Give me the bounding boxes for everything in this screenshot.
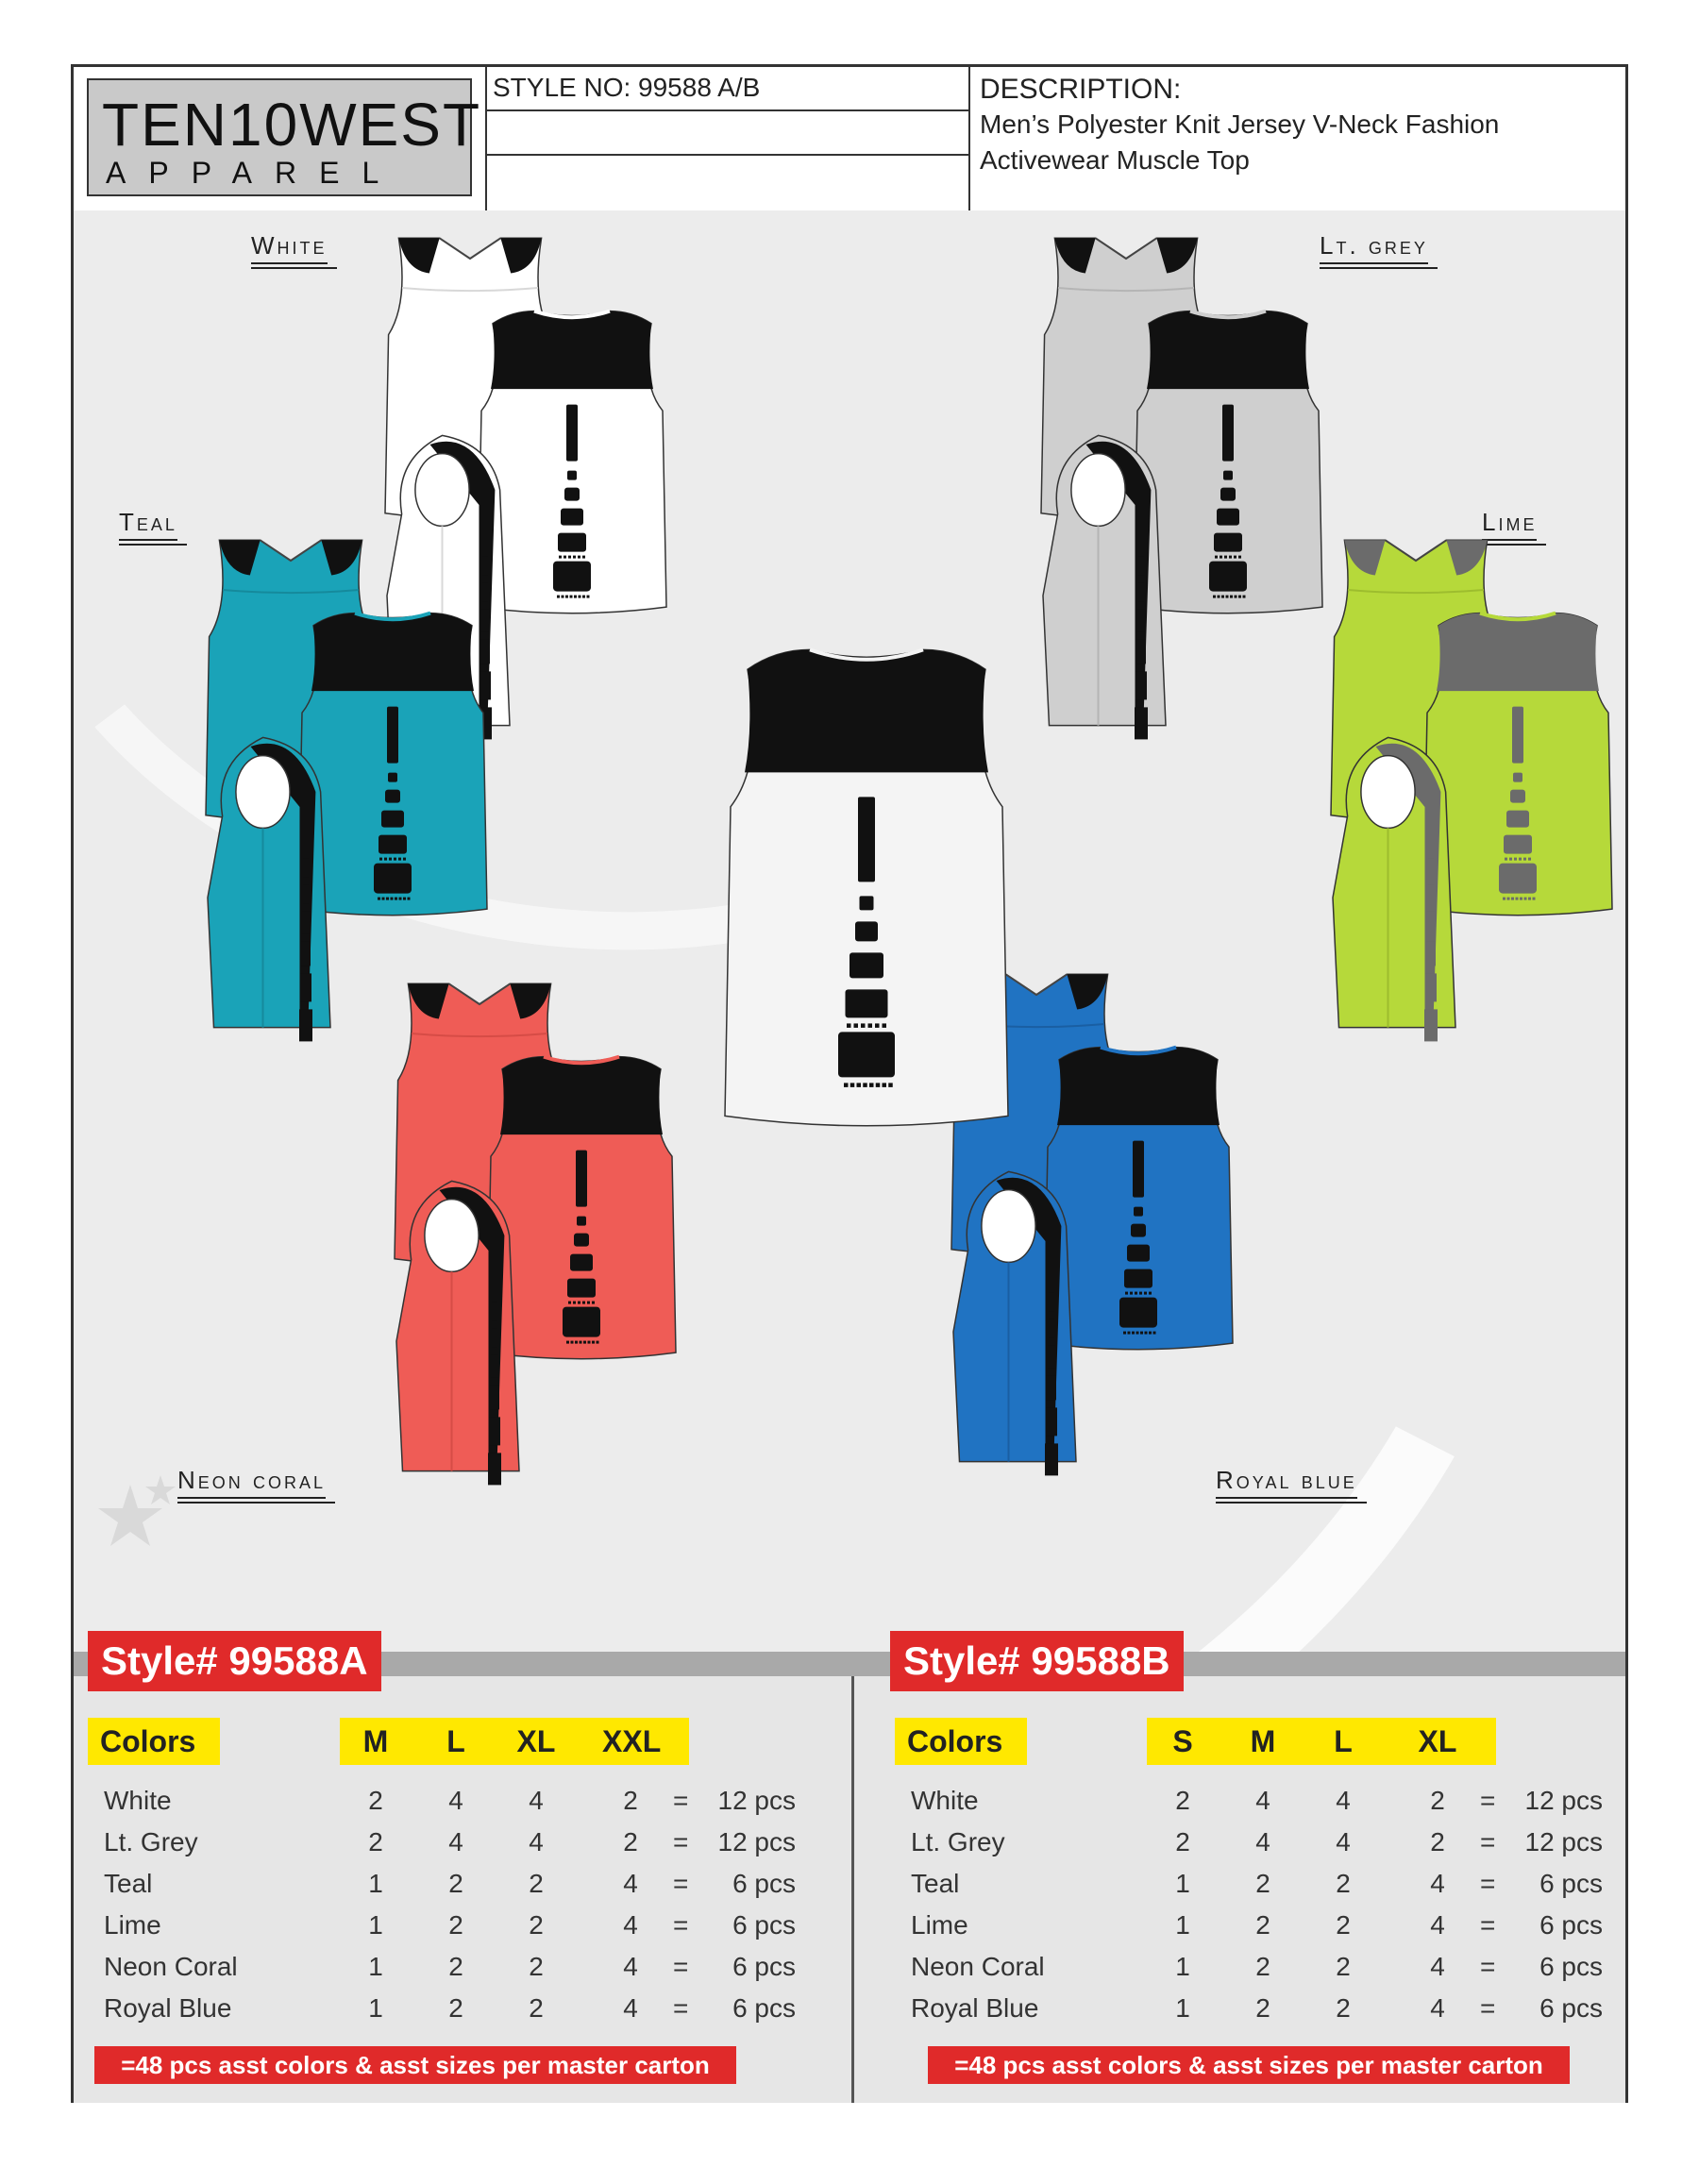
row-quantity: 4 <box>1430 1993 1445 2023</box>
row-quantity: 1 <box>368 1993 383 2023</box>
row-total: 6 pcs <box>732 1993 796 2023</box>
row-equals: = <box>1480 1869 1496 1898</box>
row-quantity: 4 <box>529 1827 544 1856</box>
row-quantity: 2 <box>1336 1910 1351 1940</box>
row-quantity: 1 <box>1175 1993 1190 2023</box>
style-row-empty <box>485 111 968 156</box>
row-color-name: Neon Coral <box>104 1952 238 1981</box>
label-white: White <box>251 231 328 264</box>
jersey-back <box>478 311 666 613</box>
row-quantity: 4 <box>1255 1786 1270 1815</box>
jersey-back <box>487 1057 676 1359</box>
row-quantity: 2 <box>1430 1827 1445 1856</box>
jersey-side <box>396 1181 519 1485</box>
row-quantity: 2 <box>1255 1993 1270 2023</box>
row-quantity: 4 <box>1430 1869 1445 1898</box>
row-quantity: 4 <box>623 1952 638 1981</box>
row-quantity: 4 <box>1255 1827 1270 1856</box>
row-color-name: Lime <box>911 1910 968 1940</box>
row-color-name: Lt. Grey <box>911 1827 1005 1856</box>
jersey-back <box>298 613 487 916</box>
row-equals: = <box>1480 1827 1496 1856</box>
row-quantity: 2 <box>529 1869 544 1898</box>
size-header: XXL <box>602 1724 662 1758</box>
label-lt-grey: Lt. grey <box>1320 231 1428 264</box>
size-header: M <box>1250 1724 1276 1758</box>
row-quantity: 2 <box>529 1952 544 1981</box>
row-quantity: 2 <box>448 1869 463 1898</box>
row-color-name: Teal <box>911 1869 960 1898</box>
row-quantity: 1 <box>1175 1910 1190 1940</box>
row-total: 6 pcs <box>732 1910 796 1940</box>
style-number-cell <box>485 67 970 210</box>
row-equals: = <box>673 1910 689 1940</box>
jersey-back <box>1423 613 1612 916</box>
row-equals: = <box>1480 1786 1496 1815</box>
label-royal-blue: Royal blue <box>1216 1466 1357 1499</box>
row-quantity: 2 <box>529 1993 544 2023</box>
row-quantity: 4 <box>1336 1786 1351 1815</box>
row-quantity: 2 <box>448 1910 463 1940</box>
row-color-name: White <box>911 1786 979 1815</box>
style-number: STYLE NO: 99588 A/B <box>485 67 968 111</box>
style-a-title: Style# 99588A <box>88 1631 381 1691</box>
label-neon-coral: Neon coral <box>177 1466 326 1499</box>
colors-header: Colors <box>100 1724 196 1758</box>
row-quantity: 4 <box>623 1869 638 1898</box>
row-total: 6 pcs <box>732 1952 796 1981</box>
row-equals: = <box>673 1786 689 1815</box>
row-equals: = <box>673 1952 689 1981</box>
row-quantity: 2 <box>1255 1952 1270 1981</box>
jersey-side <box>1043 435 1166 739</box>
style-a-footer: =48 pcs asst colors & asst sizes per master carton <box>94 2046 736 2084</box>
row-quantity: 2 <box>368 1827 383 1856</box>
row-color-name: Royal Blue <box>104 1993 232 2023</box>
row-quantity: 4 <box>529 1786 544 1815</box>
row-total: 6 pcs <box>1539 1993 1603 2023</box>
logo-wordmark: TEN10WEST <box>102 91 482 159</box>
artwork-area <box>74 210 1625 1652</box>
row-quantity: 1 <box>368 1869 383 1898</box>
jersey-back-center <box>725 649 1008 1125</box>
description-title: DESCRIPTION: <box>980 74 1182 105</box>
row-quantity: 2 <box>448 1952 463 1981</box>
row-quantity: 4 <box>1336 1827 1351 1856</box>
row-total: 12 pcs <box>1524 1786 1603 1815</box>
header <box>74 67 1625 213</box>
row-color-name: White <box>104 1786 172 1815</box>
row-total: 6 pcs <box>1539 1952 1603 1981</box>
row-total: 6 pcs <box>732 1869 796 1898</box>
jersey-side <box>953 1171 1076 1475</box>
row-equals: = <box>1480 1993 1496 2023</box>
jersey-group-neon-coral <box>262 975 659 1504</box>
row-quantity: 1 <box>1175 1952 1190 1981</box>
size-header: L <box>1334 1724 1353 1758</box>
row-total: 6 pcs <box>1539 1869 1603 1898</box>
logo-cell <box>74 67 487 210</box>
row-color-name: Lt. Grey <box>104 1827 198 1856</box>
row-quantity: 2 <box>368 1786 383 1815</box>
row-quantity: 1 <box>1175 1869 1190 1898</box>
row-quantity: 2 <box>448 1993 463 2023</box>
row-quantity: 2 <box>1336 1993 1351 2023</box>
jersey-back <box>1044 1048 1233 1350</box>
row-quantity: 2 <box>529 1910 544 1940</box>
row-color-name: Lime <box>104 1910 161 1940</box>
column-divider <box>851 1676 854 2103</box>
row-equals: = <box>673 1827 689 1856</box>
row-quantity: 2 <box>623 1786 638 1815</box>
row-color-name: Teal <box>104 1869 153 1898</box>
row-quantity: 4 <box>1430 1910 1445 1940</box>
row-equals: = <box>673 1869 689 1898</box>
description-cell <box>968 67 1625 210</box>
row-color-name: Neon Coral <box>911 1952 1045 1981</box>
row-quantity: 2 <box>623 1827 638 1856</box>
style-b-footer: =48 pcs asst colors & asst sizes per master carton <box>928 2046 1570 2084</box>
row-quantity: 4 <box>448 1827 463 1856</box>
jersey-center-back <box>725 640 1008 1131</box>
row-quantity: 1 <box>368 1952 383 1981</box>
label-lime: Lime <box>1482 508 1537 541</box>
row-quantity: 2 <box>1336 1869 1351 1898</box>
jersey-side <box>1333 737 1455 1041</box>
row-equals: = <box>1480 1952 1496 1981</box>
row-color-name: Royal Blue <box>911 1993 1039 2023</box>
order-section <box>74 1638 1625 2103</box>
row-quantity: 2 <box>1255 1869 1270 1898</box>
row-quantity: 2 <box>1175 1786 1190 1815</box>
row-quantity: 4 <box>623 1993 638 2023</box>
jersey-group-lime <box>1199 531 1595 1060</box>
spec-sheet <box>71 64 1628 2103</box>
label-teal: Teal <box>119 508 177 541</box>
size-header: S <box>1172 1724 1193 1758</box>
row-quantity: 2 <box>1430 1786 1445 1815</box>
row-quantity: 1 <box>368 1910 383 1940</box>
row-quantity: 4 <box>448 1786 463 1815</box>
logo-subtitle: APPAREL <box>106 156 402 190</box>
row-quantity: 4 <box>1430 1952 1445 1981</box>
style-row-empty <box>485 156 968 200</box>
row-equals: = <box>1480 1910 1496 1940</box>
row-total: 12 pcs <box>717 1827 796 1856</box>
brand-logo <box>87 78 482 196</box>
row-total: 12 pcs <box>1524 1827 1603 1856</box>
size-header: L <box>446 1724 465 1758</box>
size-header: XL <box>1418 1724 1457 1758</box>
size-header: XL <box>516 1724 556 1758</box>
colors-header: Colors <box>907 1724 1003 1758</box>
style-b-title: Style# 99588B <box>890 1631 1184 1691</box>
row-quantity: 4 <box>623 1910 638 1940</box>
size-header: M <box>362 1724 389 1758</box>
row-equals: = <box>673 1993 689 2023</box>
star-icon <box>93 1475 187 1570</box>
description-text: Men’s Polyester Knit Jersey V-Neck Fashion Activewear Muscle Top <box>980 109 1500 175</box>
row-quantity: 2 <box>1255 1910 1270 1940</box>
row-total: 12 pcs <box>717 1786 796 1815</box>
row-total: 6 pcs <box>1539 1910 1603 1940</box>
row-quantity: 2 <box>1175 1827 1190 1856</box>
row-quantity: 2 <box>1336 1952 1351 1981</box>
